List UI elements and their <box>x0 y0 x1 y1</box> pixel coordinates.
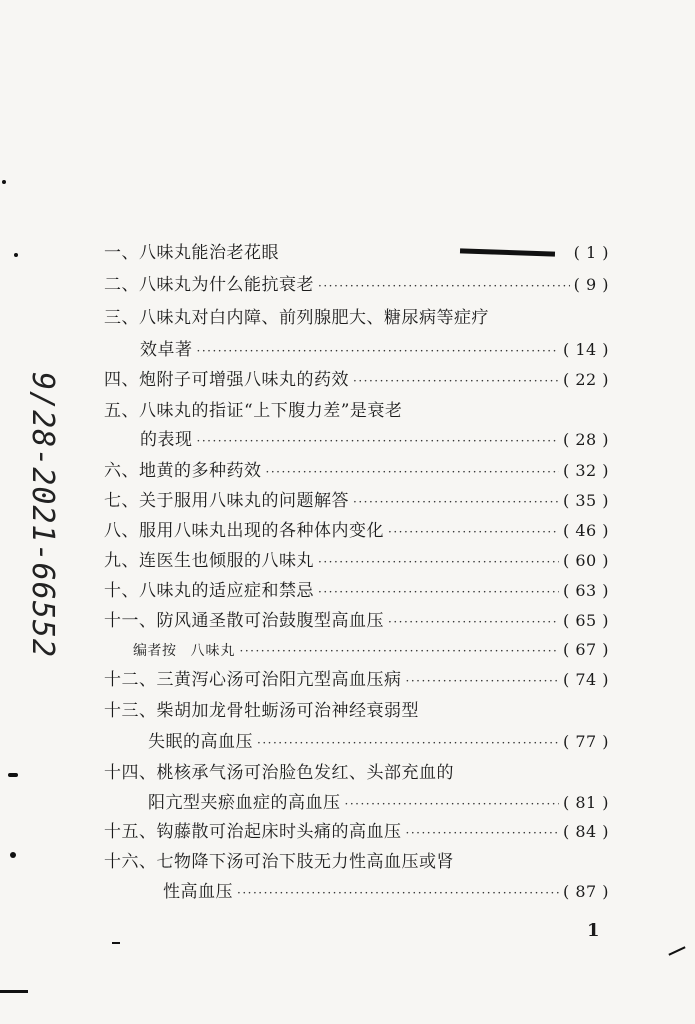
toc-leader-dots <box>406 668 559 694</box>
toc-editor-note <box>133 637 609 663</box>
toc-entry-title: 桃核承气汤可治脸色发红、头部充血的 <box>156 763 454 783</box>
toc-entry-page: ( 65 ) <box>562 611 609 630</box>
toc-entry-5 <box>104 398 609 424</box>
toc-leader-dots <box>318 273 570 299</box>
toc-entry-page: ( 35 ) <box>562 491 609 510</box>
toc-entry-title: 效卓著 <box>140 340 193 360</box>
toc-entry-number: 七、 <box>104 491 139 511</box>
toc-entry-number: 四、 <box>104 370 139 390</box>
toc-entry-number: 十、 <box>104 581 139 601</box>
toc-leader-dots <box>197 428 559 454</box>
toc-entry-title: 七物降下汤可治下肢无力性高血压或肾 <box>156 852 454 872</box>
toc-entry-page: ( 9 ) <box>573 275 609 294</box>
toc-entry-title: 八味丸为什么能抗衰老 <box>139 275 314 295</box>
toc-entry-number: 九、 <box>104 551 139 571</box>
toc-entry-title: 八味丸的指证“上下腹力差”是衰老 <box>139 401 403 421</box>
toc-entry-page: ( 77 ) <box>562 732 609 751</box>
toc-entry-page: ( 84 ) <box>562 822 609 841</box>
toc-entry-page: ( 14 ) <box>562 340 609 359</box>
toc-entry-page: ( 63 ) <box>562 581 609 600</box>
toc-entry-title: 连医生也倾服的八味丸 <box>139 551 314 571</box>
toc-entry-title: 性高血压 <box>163 882 233 902</box>
toc-entry-13-cont <box>148 729 609 755</box>
toc-entry-title: 地黄的多种药效 <box>139 461 262 481</box>
toc-leader-dots <box>318 549 559 575</box>
toc-entry-11 <box>104 608 609 634</box>
toc-entry-title: 防风通圣散可治鼓腹型高血压 <box>156 611 384 631</box>
toc-entry-7 <box>104 488 609 514</box>
toc-entry-number: 八、 <box>104 521 139 541</box>
scan-speck <box>668 946 685 955</box>
toc-entry-page: ( 22 ) <box>562 370 609 389</box>
toc-leader-dots <box>318 579 559 605</box>
toc-entry-5-cont <box>140 427 609 453</box>
toc-entry-16 <box>104 849 609 875</box>
toc-entry-title: 服用八味丸出现的各种体内变化 <box>139 521 384 541</box>
toc-entry-page: ( 87 ) <box>562 882 609 901</box>
toc-entry-number: 六、 <box>104 461 139 481</box>
toc-entry-number: 十三、 <box>104 701 157 721</box>
toc-entry-number: 十一、 <box>104 611 157 631</box>
toc-entry-page: ( 46 ) <box>562 521 609 540</box>
toc-entry-number: 二、 <box>104 275 139 295</box>
toc-leader-dots <box>266 459 559 485</box>
toc-entry-10 <box>104 578 609 604</box>
toc-entry-3-cont <box>140 337 609 363</box>
toc-entry-title: 失眠的高血压 <box>148 732 253 752</box>
toc-entry-title: 三黄泻心汤可治阳亢型高血压病 <box>156 670 402 690</box>
toc-entry-page: ( 81 ) <box>562 793 609 812</box>
toc-entry-number: 五、 <box>104 401 139 421</box>
scan-speck <box>2 180 6 184</box>
page-number: 1 <box>587 920 600 941</box>
toc-entry-title: 的表现 <box>140 430 193 450</box>
toc-entry-2 <box>104 272 609 298</box>
toc-entry-page: ( 60 ) <box>562 551 609 570</box>
toc-entry-4 <box>104 367 609 393</box>
toc-entry-8 <box>104 518 609 544</box>
toc-entry-number: 十六、 <box>104 852 157 872</box>
scan-speck <box>14 253 18 257</box>
toc-entry-number: 十四、 <box>104 763 157 783</box>
toc-entry-14-cont <box>148 790 609 816</box>
toc-entry-title: 八味丸 <box>190 643 236 659</box>
toc-leader-dots <box>353 368 559 394</box>
toc-entry-title: 八味丸对白内障、前列腺肥大、糖尿病等症疗 <box>139 308 489 328</box>
handwritten-margin-note: 9/28-2021-66552 <box>25 372 60 658</box>
toc-entry-page: ( 32 ) <box>562 461 609 480</box>
toc-entry-15 <box>104 819 609 845</box>
toc-entry-number: 三、 <box>104 308 139 328</box>
toc-entry-13 <box>104 698 609 724</box>
toc-entry-title: 钩藤散可治起床时头痛的高血压 <box>156 822 402 842</box>
toc-leader-dots <box>406 820 559 846</box>
toc-leader-dots <box>257 730 559 756</box>
toc-entry-page: ( 1 ) <box>573 243 609 262</box>
toc-leader-dots <box>237 880 559 906</box>
toc-entry-title: 柴胡加龙骨牡蛎汤可治神经衰弱型 <box>156 701 419 721</box>
scan-speck <box>112 942 120 944</box>
toc-entry-9 <box>104 548 609 574</box>
toc-leader-dots <box>353 489 559 515</box>
toc-entry-title: 炮附子可增强八味丸的药效 <box>139 370 349 390</box>
toc-entry-title: 八味丸能治老花眼 <box>139 243 279 263</box>
toc-entry-page: ( 74 ) <box>562 670 609 689</box>
toc-leader-dots <box>388 609 559 635</box>
toc-entry-14 <box>104 760 609 786</box>
scan-speck <box>8 773 18 777</box>
toc-entry-title: 关于服用八味丸的问题解答 <box>139 491 349 511</box>
toc-entry-number: 十五、 <box>104 822 157 842</box>
scan-speck <box>0 990 28 993</box>
toc-entry-label: 编者按 <box>133 643 177 659</box>
toc-leader-dots <box>197 338 559 364</box>
toc-entry-6 <box>104 458 609 484</box>
toc-entry-page: ( 28 ) <box>562 430 609 449</box>
toc-leader-dots <box>345 791 559 817</box>
scan-speck <box>10 852 16 858</box>
toc-leader-dots <box>240 638 559 664</box>
toc-leader-dots <box>388 519 559 545</box>
toc-entry-3 <box>104 305 609 331</box>
toc-entry-number: 一、 <box>104 243 139 263</box>
toc-entry-16-cont <box>163 879 609 905</box>
toc-entry-page: ( 67 ) <box>562 640 609 659</box>
toc-entry-number: 十二、 <box>104 670 157 690</box>
toc-entry-12 <box>104 667 609 693</box>
toc-entry-title: 八味丸的适应症和禁忌 <box>139 581 314 601</box>
toc-entry-title: 阳亢型夹瘀血症的高血压 <box>148 793 341 813</box>
